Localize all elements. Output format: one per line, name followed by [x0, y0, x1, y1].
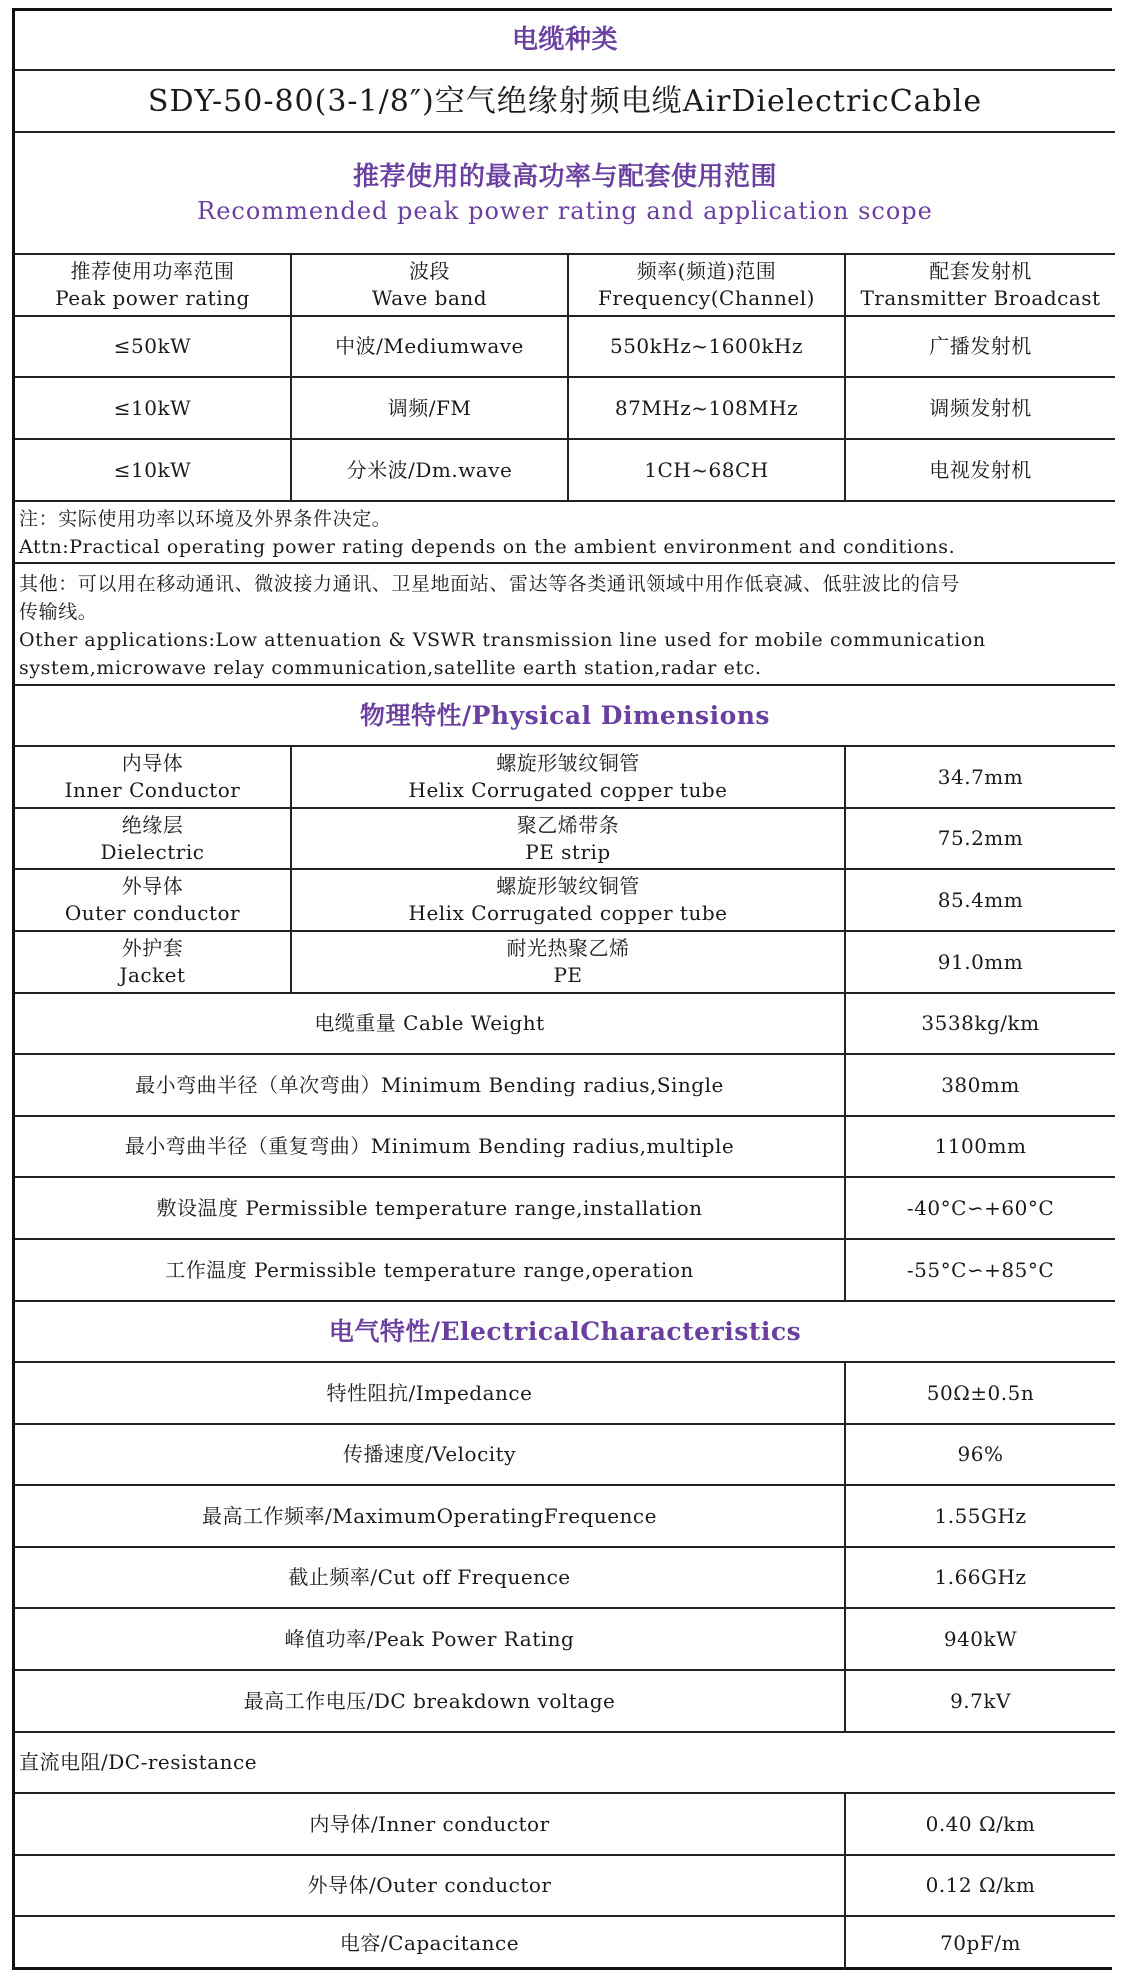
recommended-title-en: Recommended peak power rating and application scope [197, 197, 933, 225]
table-row [15, 1917, 1115, 1970]
header-cell [290, 255, 567, 315]
spec-sheet [12, 8, 1112, 1970]
property-value: 1.55GHz [934, 1503, 1027, 1528]
property-label: 最小弯曲半径（单次弯曲）Minimum Bending radius,Single [135, 1072, 724, 1097]
dimension-value: 34.7mm [937, 764, 1024, 789]
table-row [15, 1794, 1115, 1856]
table-row [15, 1609, 1115, 1671]
power-cell: ≤10kW [113, 457, 192, 482]
material-cn: 螺旋形皱纹铜管 [496, 751, 640, 775]
part-en: Outer conductor [64, 901, 241, 925]
electrical-section-title [15, 1302, 1115, 1363]
attention-note-en: Attn:Practical operating power rating depends on the ambient environment and conditions. [19, 536, 956, 558]
other-note-cn-1: 其他：可以用在移动通讯、微波接力通讯、卫星地面站、雷达等各类通讯领域中用作低衰减、低驻波比的信号 [19, 573, 960, 595]
power-cell: ≤10kW [113, 395, 192, 420]
other-applications-note [15, 564, 1115, 686]
header-cn: 波段 [409, 259, 450, 283]
table-row [15, 870, 1115, 932]
header-cn: 推荐使用功率范围 [70, 259, 235, 283]
part-cn: 外导体 [121, 874, 184, 898]
header-en: Transmitter Broadcast [860, 286, 1101, 310]
attention-note-cn: 注：实际使用功率以环境及外界条件决定。 [19, 508, 392, 530]
table-row [15, 1548, 1115, 1609]
property-label: 工作温度 Permissible temperature range,operation [165, 1257, 694, 1282]
table-row [15, 1178, 1115, 1240]
property-label: 电缆重量 Cable Weight [314, 1011, 545, 1035]
material-en: PE [553, 963, 583, 987]
table-row [15, 378, 1115, 440]
table-row [15, 809, 1115, 870]
table-row [15, 747, 1115, 809]
frequency-cell: 1CH~68CH [644, 457, 769, 482]
property-value: 1100mm [934, 1134, 1027, 1158]
header-cell [15, 255, 290, 315]
electrical-title: 电气特性/ElectricalCharacteristics [328, 1317, 802, 1346]
table-row [15, 317, 1115, 378]
property-label: 外导体/Outer conductor [307, 1873, 552, 1897]
material-cn: 耐光热聚乙烯 [506, 936, 630, 960]
part-cn: 内导体 [121, 751, 184, 775]
property-label: 敷设温度 Permissible temperature range,installation [156, 1195, 703, 1220]
model-row [15, 71, 1115, 133]
frequency-cell: 550kHz~1600kHz [609, 334, 804, 358]
property-value: 940kW [943, 1626, 1018, 1651]
material-en: Helix Corrugated copper tube [408, 901, 728, 925]
header-cn: 频率(频道)范围 [636, 259, 777, 283]
recommended-header-row [15, 255, 1115, 317]
transmitter-cell: 广播发射机 [929, 334, 1032, 358]
material-cn: 螺旋形皱纹铜管 [496, 874, 640, 898]
table-row [15, 1117, 1115, 1178]
recommended-title-cn: 推荐使用的最高功率与配套使用范围 [352, 162, 777, 192]
table-row [15, 1425, 1115, 1486]
property-label: 内导体/Inner conductor [309, 1811, 550, 1836]
table-row [15, 1055, 1115, 1117]
header-en: Peak power rating [55, 286, 250, 310]
attention-note [15, 502, 1115, 564]
table-row [15, 1363, 1115, 1425]
property-label: 传播速度/Velocity [342, 1442, 517, 1466]
property-value: -40°C∽+60°C [906, 1195, 1055, 1220]
header-cell [844, 255, 1115, 315]
transmitter-cell: 电视发射机 [929, 457, 1032, 482]
property-label: 截止频率/Cut off Frequence [288, 1565, 571, 1589]
sheet-title: 电缆种类 [511, 24, 618, 55]
table-row [15, 1671, 1115, 1733]
property-value: 0.40 Ω/km [925, 1811, 1036, 1836]
material-cn: 聚乙烯带条 [516, 812, 620, 837]
property-label: 最高工作电压/DC breakdown voltage [243, 1688, 616, 1713]
table-row [15, 1240, 1115, 1302]
table-row [15, 932, 1115, 994]
property-value: 96% [957, 1442, 1004, 1466]
property-value: 0.12 Ω/km [925, 1873, 1036, 1897]
part-cn: 绝缘层 [121, 812, 184, 837]
frequency-cell: 87MHz~108MHz [614, 395, 799, 420]
part-cn: 外护套 [121, 936, 184, 960]
property-value: 9.7kV [950, 1688, 1011, 1713]
table-row [15, 440, 1115, 502]
other-note-en-2: system,microwave relay communication,satellite earth station,radar etc. [19, 657, 762, 679]
property-label: 最小弯曲半径（重复弯曲）Minimum Bending radius,multiple [124, 1134, 735, 1158]
dimension-value: 85.4mm [937, 887, 1024, 912]
table-row [15, 1486, 1115, 1548]
dimension-value: 75.2mm [937, 826, 1024, 850]
physical-section-title [15, 686, 1115, 747]
material-en: Helix Corrugated copper tube [408, 778, 728, 802]
material-en: PE strip [525, 839, 611, 864]
property-value: -55°C∽+85°C [906, 1257, 1055, 1282]
header-en: Frequency(Channel) [598, 286, 815, 310]
property-label: 峰值功率/Peak Power Rating [284, 1626, 575, 1651]
sheet-header [15, 11, 1115, 71]
model-name: SDY-50-80(3-1/8″)空气绝缘射频电缆AirDielectricCable [147, 83, 983, 119]
property-value: 70pF/m [940, 1931, 1021, 1955]
property-value: 50Ω±0.5n [926, 1380, 1035, 1405]
part-en: Dielectric [100, 839, 205, 864]
band-cell: 分米波/Dm.wave [346, 457, 513, 482]
header-cell [567, 255, 844, 315]
header-en: Wave band [371, 286, 488, 310]
header-cn: 配套发射机 [929, 259, 1032, 283]
transmitter-cell: 调频发射机 [929, 395, 1032, 420]
property-label: 特性阻抗/Impedance [326, 1380, 533, 1405]
other-note-en-1: Other applications:Low attenuation & VSWR transmission line used for mobile communication [19, 629, 986, 651]
other-note-cn-2: 传输线。 [19, 601, 98, 623]
recommended-title-row [15, 133, 1115, 255]
property-label: 最高工作频率/MaximumOperatingFrequence [202, 1503, 657, 1528]
band-cell: 调频/FM [387, 395, 472, 420]
property-label: 电容/Capacitance [339, 1931, 520, 1955]
table-row [15, 994, 1115, 1055]
part-en: Inner Conductor [64, 778, 241, 802]
band-cell: 中波/Mediumwave [335, 334, 524, 358]
dimension-value: 91.0mm [937, 949, 1024, 974]
dc-resistance-title-row [15, 1733, 1115, 1794]
property-value: 3538kg/km [921, 1011, 1040, 1035]
property-value: 380mm [941, 1072, 1020, 1097]
physical-title: 物理特性/Physical Dimensions [359, 701, 771, 730]
power-cell: ≤50kW [113, 334, 192, 358]
property-value: 1.66GHz [934, 1565, 1027, 1589]
dc-resistance-title: 直流电阻/DC-resistance [19, 1750, 258, 1774]
table-row [15, 1856, 1115, 1917]
part-en: Jacket [119, 963, 186, 987]
